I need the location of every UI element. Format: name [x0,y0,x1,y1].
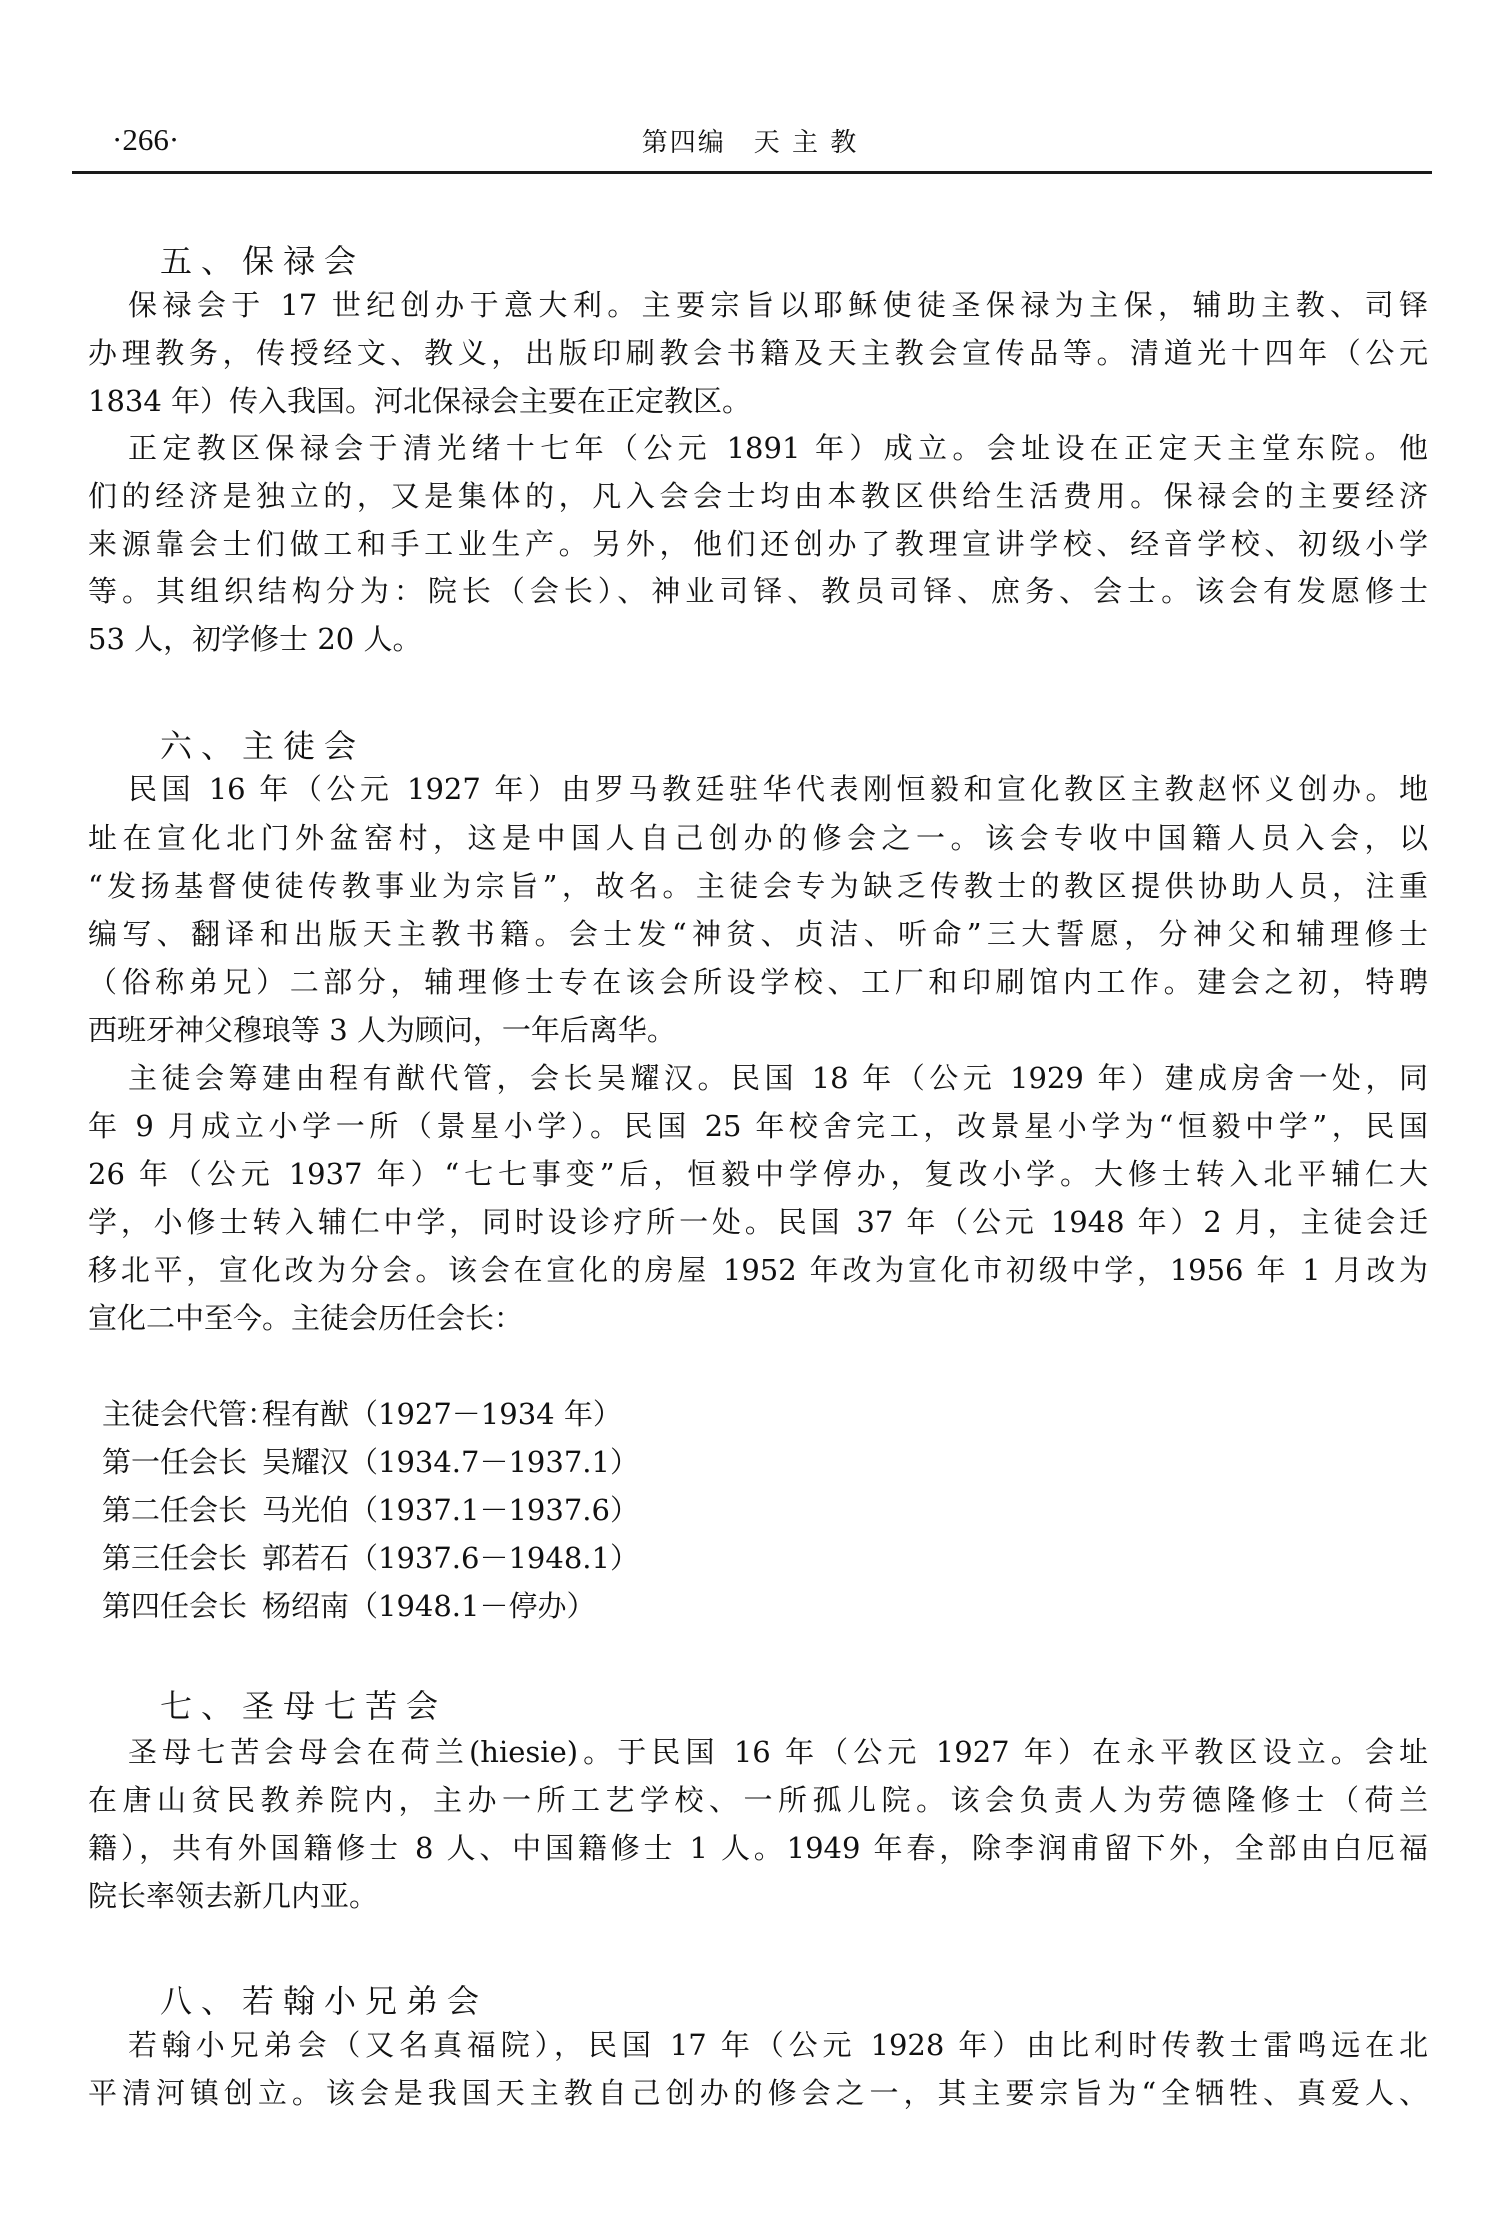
leader-role: 第二任会长 [102,1493,248,1527]
leader-role: 第一任会长 [102,1445,248,1479]
body-line: 籍），共有外国籍修士 8 人、中国籍修士 1 人。1949 年春，除李润甫留下外，全部由白厄福 [88,1831,1428,1865]
body-line: （俗称弟兄）二部分，辅理修士专在该会所设学校、工厂和印刷馆内工作。建会之初，特聘 [88,965,1428,999]
body-line: 正定教区保禄会于清光绪十七年（公元 1891 年）成立。会址设在正定天主堂东院。他 [128,431,1428,465]
body-line: 保禄会于 17 世纪创办于意大利。主要宗旨以耶稣使徒圣保禄为主保，辅助主教、司铎 [128,288,1428,322]
body-line: 办理教务，传授经文、教义，出版印刷教会书籍及天主教会宣传品等。清道光十四年（公元 [88,336,1428,370]
body-line: 26 年（公元 1937 年）“七七事变”后，恒毅中学停办，复改小学。大修士转入北平辅仁大 [88,1157,1428,1191]
body-line: 址在宣化北门外盆窑村，这是中国人自己创办的修会之一。该会专收中国籍人员入会，以 [88,821,1428,855]
leader-holder: 杨绍南（1948.1－停办） [262,1589,596,1623]
leader-holder: 马光伯（1937.1－1937.6） [262,1493,639,1527]
running-title: 第四编 天 主 教 [641,128,859,158]
body-line: “发扬基督使徒传教事业为宗旨”，故名。主徒会专为缺乏传教士的教区提供协助人员，注重 [88,869,1428,903]
body-line: 西班牙神父穆琅等 3 人为顾问，一年后离华。 [88,1013,676,1047]
body-line: 主徒会筹建由程有猷代管，会长吴耀汉。民国 18 年（公元 1929 年）建成房舍一处，同 [128,1061,1428,1095]
body-line: 编写、翻译和出版天主教书籍。会士发“神贫、贞洁、听命”三大誓愿，分神父和辅理修士 [88,917,1428,951]
body-line: 们的经济是独立的，又是集体的，凡入会会士均由本教区供给生活费用。保禄会的主要经济 [88,479,1428,513]
body-line: 宣化二中至今。主徒会历任会长： [88,1301,524,1335]
body-line: 移北平，宣化改为分会。该会在宣化的房屋 1952 年改为宣化市初级中学，1956 年 1 月改为 [88,1253,1428,1287]
section-heading: 六、主徒会 [160,727,366,765]
body-line: 圣母七苦会母会在荷兰(hiesie)。于民国 16 年（公元 1927 年）在永平教区设立。会址 [128,1735,1428,1769]
page-number: ·266· [112,122,180,157]
body-line: 1834 年）传入我国。河北保禄会主要在正定教区。 [88,384,752,418]
leader-holder: 程有猷（1927－1934 年） [262,1397,622,1431]
body-line: 在唐山贫民教养院内，主办一所工艺学校、一所孤儿院。该会负责人为劳德隆修士（荷兰 [88,1783,1428,1817]
leader-holder: 郭若石（1937.6－1948.1） [262,1541,639,1575]
body-line: 来源靠会士们做工和手工业生产。另外，他们还创办了教理宣讲学校、经音学校、初级小学 [88,527,1428,561]
body-line: 学，小修士转入辅仁中学，同时设诊疗所一处。民国 37 年（公元 1948 年）2 月，主徒会迁 [88,1205,1428,1239]
header-rule [72,171,1432,174]
leader-role: 第四任会长 [102,1589,248,1623]
body-line: 若翰小兄弟会（又名真福院），民国 17 年（公元 1928 年）由比利时传教士雷鸣远在北 [128,2028,1428,2062]
body-line: 53 人，初学修士 20 人。 [88,622,422,656]
leader-holder: 吴耀汉（1934.7－1937.1） [262,1445,639,1479]
body-line: 等。其组织结构分为：院长（会长）、神业司铎、教员司铎、庶务、会士。该会有发愿修士 [88,574,1428,608]
body-line: 民国 16 年（公元 1927 年）由罗马教廷驻华代表刚恒毅和宣化教区主教赵怀义创办。地 [128,772,1428,806]
leader-role: 第三任会长 [102,1541,248,1575]
body-line: 年 9 月成立小学一所（景星小学）。民国 25 年校舍完工，改景星小学为“恒毅中学”，民国 [88,1109,1428,1143]
leader-role: 主徒会代管： [102,1397,277,1431]
section-heading: 七、圣母七苦会 [160,1687,448,1725]
body-line: 院长率领去新几内亚。 [88,1879,379,1913]
body-line: 平清河镇创立。该会是我国天主教自己创办的修会之一，其主要宗旨为“全牺牲、真爱人、 [88,2076,1428,2110]
section-heading: 八、若翰小兄弟会 [160,1982,489,2020]
section-heading: 五、保禄会 [160,242,366,280]
